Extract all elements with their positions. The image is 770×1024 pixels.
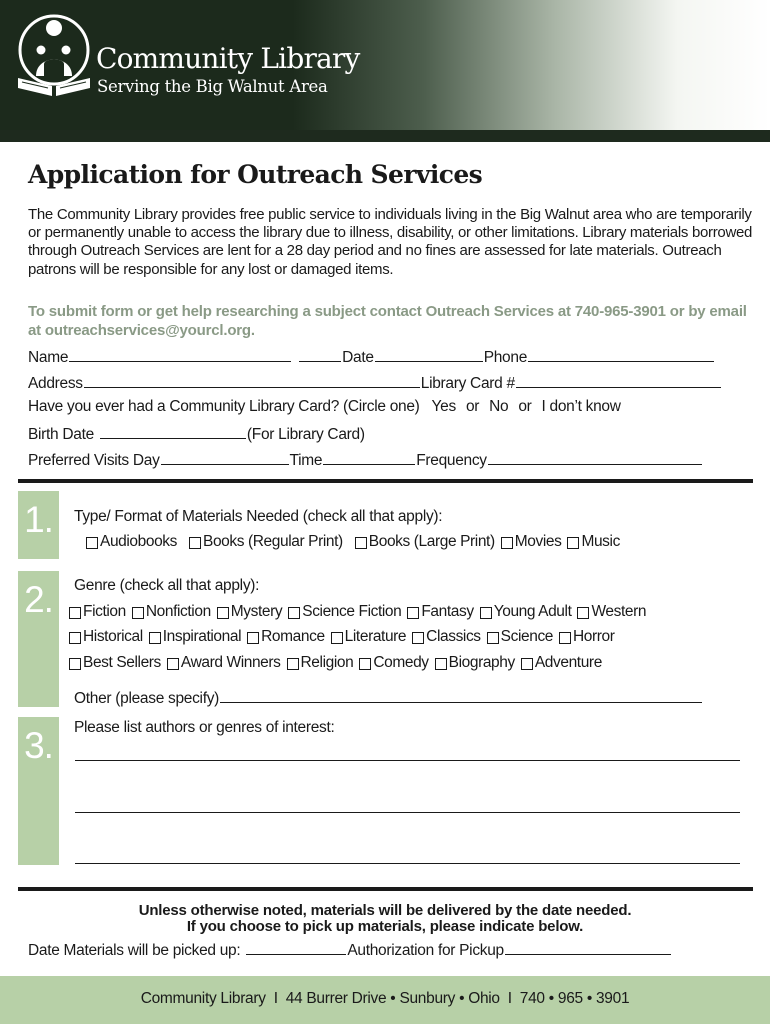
authorization-label: Authorization for Pickup xyxy=(347,942,504,959)
genre-young-adult[interactable] xyxy=(480,603,572,621)
checkbox[interactable] xyxy=(567,537,579,549)
had-card-or-2: or xyxy=(518,398,532,415)
option-books-large[interactable] xyxy=(355,533,495,551)
pickup-date-field[interactable] xyxy=(246,940,346,955)
section-1-label: Type/ Format of Materials Needed (check all that apply): xyxy=(74,508,443,525)
checkbox[interactable] xyxy=(149,632,161,644)
time-label: Time xyxy=(289,452,323,469)
checkbox[interactable] xyxy=(69,658,81,670)
option-label: Young Adult xyxy=(493,603,572,620)
time-field[interactable] xyxy=(323,450,415,465)
genre-row-3 xyxy=(69,654,608,672)
page-title: Application for Outreach Services xyxy=(28,160,483,189)
option-label: Literature xyxy=(344,628,407,645)
row-birth-date xyxy=(28,424,758,444)
option-label: Biography xyxy=(448,654,515,671)
for-card-note: (For Library Card) xyxy=(246,426,365,443)
checkbox[interactable] xyxy=(359,658,371,670)
checkbox[interactable] xyxy=(435,658,447,670)
option-label: Romance xyxy=(261,628,325,645)
library-card-label: Library Card # xyxy=(420,375,515,392)
option-label: Fiction xyxy=(83,603,126,620)
had-card-yes[interactable]: Yes xyxy=(431,398,456,415)
option-audiobooks[interactable] xyxy=(86,533,177,551)
birth-date-label: Birth Date xyxy=(28,426,94,443)
pickup-date-label: Date Materials will be picked up: xyxy=(28,942,241,959)
genre-literature[interactable] xyxy=(331,628,406,646)
row-address-card xyxy=(28,373,758,393)
checkbox[interactable] xyxy=(189,537,201,549)
checkbox[interactable] xyxy=(287,658,299,670)
genre-adventure[interactable] xyxy=(521,654,602,672)
materials-options xyxy=(86,533,626,551)
genre-comedy[interactable] xyxy=(359,654,428,672)
had-card-or-1: or xyxy=(465,398,480,415)
checkbox[interactable] xyxy=(577,607,589,619)
checkbox[interactable] xyxy=(355,537,367,549)
had-card-dont-know[interactable]: I don’t know xyxy=(541,398,621,415)
genre-mystery[interactable] xyxy=(217,603,282,621)
genre-romance[interactable] xyxy=(247,628,325,646)
genre-science[interactable] xyxy=(487,628,553,646)
frequency-label: Frequency xyxy=(416,452,487,469)
section-divider-bottom xyxy=(18,887,753,891)
genre-biography[interactable] xyxy=(435,654,515,672)
genre-inspirational[interactable] xyxy=(149,628,241,646)
checkbox[interactable] xyxy=(132,607,144,619)
option-label: Classics xyxy=(426,628,481,645)
row-visits xyxy=(28,450,758,470)
checkbox[interactable] xyxy=(167,658,179,670)
row-had-card xyxy=(28,398,758,416)
option-label: Religion xyxy=(300,654,354,671)
checkbox[interactable] xyxy=(69,632,81,644)
footer-contact: Community Library I 44 Burrer Drive • Sunbury • Ohio I 740 • 965 • 3901 xyxy=(140,990,630,1007)
section-3-number: 3. xyxy=(24,725,53,766)
section-2-label: Genre (check all that apply): xyxy=(74,577,260,594)
row-other-genre xyxy=(74,688,734,708)
checkbox[interactable] xyxy=(217,607,229,619)
genre-religion[interactable] xyxy=(287,654,354,672)
visits-day-label: Preferred Visits Day xyxy=(28,452,160,469)
authorization-field[interactable] xyxy=(505,940,671,955)
had-card-no[interactable]: No xyxy=(489,398,509,415)
library-card-field[interactable] xyxy=(516,373,721,388)
option-label: Books (Large Print) xyxy=(368,533,495,550)
address-field[interactable] xyxy=(84,373,420,388)
had-card-question: Have you ever had a Community Library Card? (Circle one) xyxy=(28,398,420,415)
name-field[interactable] xyxy=(69,347,291,362)
org-name: Community Library xyxy=(96,42,360,75)
date-label: Date xyxy=(342,349,374,366)
option-label: Mystery xyxy=(230,603,283,620)
family-reading-icon xyxy=(14,14,94,100)
section-3-number-box xyxy=(18,717,59,865)
checkbox[interactable] xyxy=(288,607,300,619)
genre-row-1 xyxy=(69,603,652,621)
genre-historical[interactable] xyxy=(69,628,143,646)
section-divider-top xyxy=(18,479,753,483)
checkbox[interactable] xyxy=(487,632,499,644)
delivery-notice: Unless otherwise noted, materials will be delivered by the date needed. xyxy=(138,902,632,919)
option-label: Horror xyxy=(573,628,615,645)
interests-line-3[interactable] xyxy=(75,863,740,864)
genre-western[interactable] xyxy=(577,603,646,621)
visits-day-field[interactable] xyxy=(161,450,289,465)
genre-row-2 xyxy=(69,628,621,646)
row-pickup xyxy=(28,940,758,960)
option-label: Inspirational xyxy=(162,628,242,645)
genre-classics[interactable] xyxy=(412,628,481,646)
option-label: Comedy xyxy=(373,654,429,671)
checkbox[interactable] xyxy=(501,537,513,549)
name-field-extra[interactable] xyxy=(299,347,341,362)
section-2-number-box xyxy=(18,571,59,707)
phone-label: Phone xyxy=(483,349,528,366)
interests-line-2[interactable] xyxy=(75,812,740,813)
date-field[interactable] xyxy=(375,347,483,362)
option-label: Movies xyxy=(514,533,562,550)
intro-paragraph: The Community Library provides free public service to individuals living in the Big Walnut area who are temporarily or permanently unable to access the library due to illness, disability, or other limitations. Library materials borrowed through Outreach Services are lent for a 28 day period and no fines are assessed for late materials. Outreach patrons will be responsible for any lost or damaged items. xyxy=(28,206,753,278)
header-divider xyxy=(0,130,770,142)
option-label: Fantasy xyxy=(421,603,474,620)
genre-fantasy[interactable] xyxy=(407,603,473,621)
option-label: Science xyxy=(500,628,554,645)
birth-date-field[interactable] xyxy=(100,424,246,439)
checkbox[interactable] xyxy=(412,632,424,644)
phone-field[interactable] xyxy=(528,347,714,362)
other-genre-field[interactable] xyxy=(220,688,702,703)
section-3-label: Please list authors or genres of interest: xyxy=(74,719,335,736)
option-books-regular[interactable] xyxy=(189,533,343,551)
checkbox[interactable] xyxy=(559,632,571,644)
option-label: Nonfiction xyxy=(145,603,211,620)
genre-science-fiction[interactable] xyxy=(288,603,401,621)
option-label: Books (Regular Print) xyxy=(203,533,343,550)
name-label: Name xyxy=(28,349,69,366)
pickup-notice: If you choose to pick up materials, please indicate below. xyxy=(186,918,584,935)
option-label: Adventure xyxy=(534,654,602,671)
option-movies[interactable] xyxy=(501,533,562,551)
checkbox[interactable] xyxy=(480,607,492,619)
interests-line-1[interactable] xyxy=(75,760,740,761)
org-tagline: Serving the Big Walnut Area xyxy=(97,77,328,96)
option-label: Science Fiction xyxy=(302,603,402,620)
option-label: Audiobooks xyxy=(100,533,178,550)
row-name-date-phone xyxy=(28,347,758,367)
checkbox[interactable] xyxy=(331,632,343,644)
option-label: Historical xyxy=(83,628,143,645)
genre-award-winners[interactable] xyxy=(167,654,281,672)
genre-best-sellers[interactable] xyxy=(69,654,161,672)
section-1-number: 1. xyxy=(24,499,53,540)
other-genre-label: Other (please specify) xyxy=(74,690,220,707)
checkbox[interactable] xyxy=(69,607,81,619)
option-label: Best Sellers xyxy=(83,654,161,671)
address-label: Address xyxy=(28,375,83,392)
section-2-number: 2. xyxy=(24,579,53,620)
option-label: Award Winners xyxy=(180,654,281,671)
frequency-field[interactable] xyxy=(488,450,702,465)
checkbox[interactable] xyxy=(86,537,98,549)
option-label: Music xyxy=(581,533,620,550)
section-1-number-box xyxy=(18,491,59,559)
checkbox[interactable] xyxy=(247,632,259,644)
option-music[interactable] xyxy=(567,533,619,551)
genre-fiction[interactable] xyxy=(69,603,126,621)
checkbox[interactable] xyxy=(407,607,419,619)
option-label: Western xyxy=(591,603,647,620)
submit-note: To submit form or get help researching a subject contact Outreach Services at 740-965-3901 or by email at outreachservices@yourcl.org. xyxy=(28,303,747,339)
genre-nonfiction[interactable] xyxy=(132,603,211,621)
genre-horror[interactable] xyxy=(559,628,615,646)
checkbox[interactable] xyxy=(521,658,533,670)
